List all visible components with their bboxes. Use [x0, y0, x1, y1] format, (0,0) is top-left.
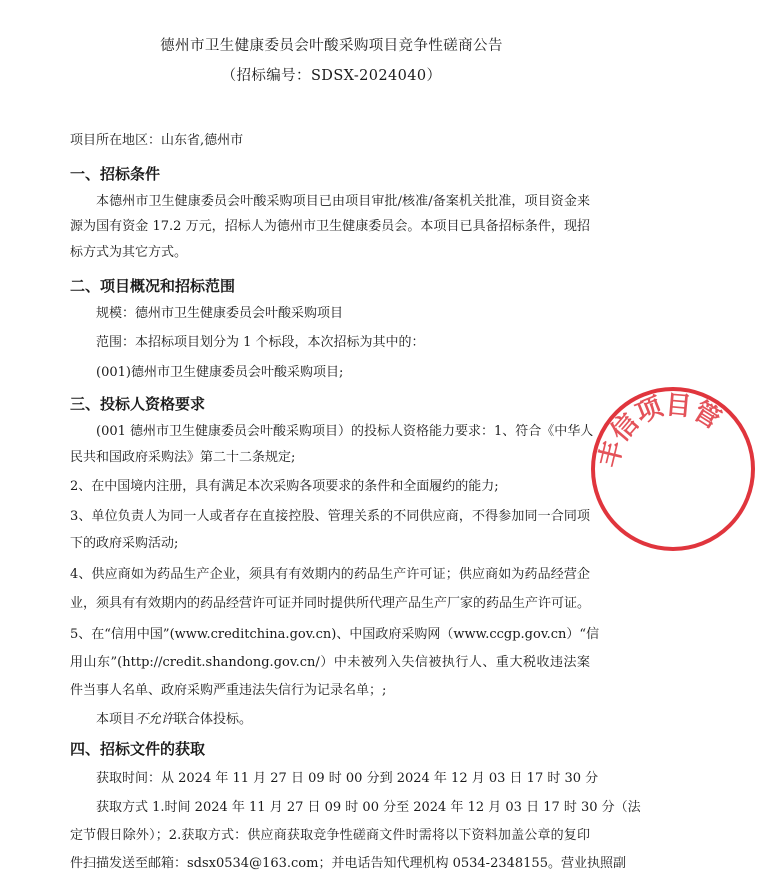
section-heading-document-acquisition: 四、招标文件的获取 — [70, 740, 206, 758]
paragraph-line: 用山东”(http://credit.shandong.gov.cn/）中未被列入失信被执行人、重大税收违法案 — [70, 655, 590, 670]
paragraph-line: 件当事人名单、政府采购严重违法失信行为记录名单；; — [70, 683, 387, 698]
acquisition-method: 获取方式 1.时间 2024 年 11 月 27 日 09 时 00 分至 2024 年 12 月 03 日 17 时 30 分（法 — [96, 800, 641, 815]
tender-number: （招标编号：SDSX-2024040） — [221, 68, 442, 84]
requirement-item: 2、在中国境内注册，具有满足本次采购各项要求的条件和全面履约的能力; — [70, 479, 499, 494]
consortium-prefix: 本项目 — [96, 712, 136, 727]
requirement-item: 4、供应商如为药品生产企业，须具有有效期内的药品生产许可证；供应商如为药品经营企 — [70, 567, 590, 582]
paragraph-line: 标方式为其它方式。 — [70, 245, 188, 260]
paragraph-line: 下的政府采购活动; — [70, 536, 179, 551]
section-heading-bidder-qualifications: 三、投标人资格要求 — [70, 395, 206, 413]
requirement-item: 5、在“信用中国”(www.creditchina.gov.cn)、中国政府采购网（www.ccgp.gov.cn）“信 — [70, 627, 600, 642]
paragraph-line: 源为国有资金 17.2 万元，招标人为德州市卫生健康委员会。本项目已具备招标条件，现招 — [70, 219, 590, 234]
requirement-item: 3、单位负责人为同一人或者存在直接控股、管理关系的不同供应商，不得参加同一合同项 — [70, 509, 590, 524]
acquisition-time: 获取时间：从 2024 年 11 月 27 日 09 时 00 分到 2024 年 12 月 03 日 17 时 30 分 — [96, 771, 599, 786]
paragraph-line: 业，须具有有效期内的药品经营许可证并同时提供所代理产品生产厂家的药品生产许可证。 — [70, 596, 591, 611]
consortium-not-allowed: 不允许 — [135, 712, 175, 727]
paragraph-line: 定节假日除外）；2.获取方式：供应商获取竞争性磋商文件时需将以下资料加盖公章的复印 — [70, 828, 590, 843]
consortium-suffix: 联合体投标。 — [174, 712, 253, 727]
red-seal-stamp — [588, 384, 758, 554]
project-location: 项目所在地区：山东省,德州市 — [70, 133, 244, 148]
section-heading-tender-conditions: 一、招标条件 — [70, 165, 161, 183]
document-title: 德州市卫生健康委员会叶酸采购项目竞争性磋商公告 — [160, 38, 503, 54]
section-heading-project-overview: 二、项目概况和招标范围 — [70, 277, 236, 295]
project-scope: 范围：本招标项目划分为 1 个标段，本次招标为其中的： — [96, 335, 425, 350]
project-lot: (001)德州市卫生健康委员会叶酸采购项目; — [96, 365, 344, 380]
paragraph-line: 件扫描发送至邮箱：sdsx0534@163.com；并电话告知代理机构 0534-2348155。营业执照副 — [70, 856, 626, 871]
paragraph-line: (001 德州市卫生健康委员会叶酸采购项目）的投标人资格能力要求：1、符合《中华人 — [96, 424, 594, 439]
consortium-note — [96, 711, 590, 728]
paragraph-line: 本德州市卫生健康委员会叶酸采购项目已由项目审批/核准/备案机关批准，项目资金来 — [96, 194, 590, 209]
seal-text: 丰信项目管 — [594, 390, 726, 471]
seal-outer-ring — [593, 389, 753, 549]
project-scale: 规模：德州市卫生健康委员会叶酸采购项目 — [96, 306, 344, 321]
paragraph-line: 民共和国政府采购法》第二十二条规定; — [70, 450, 296, 465]
